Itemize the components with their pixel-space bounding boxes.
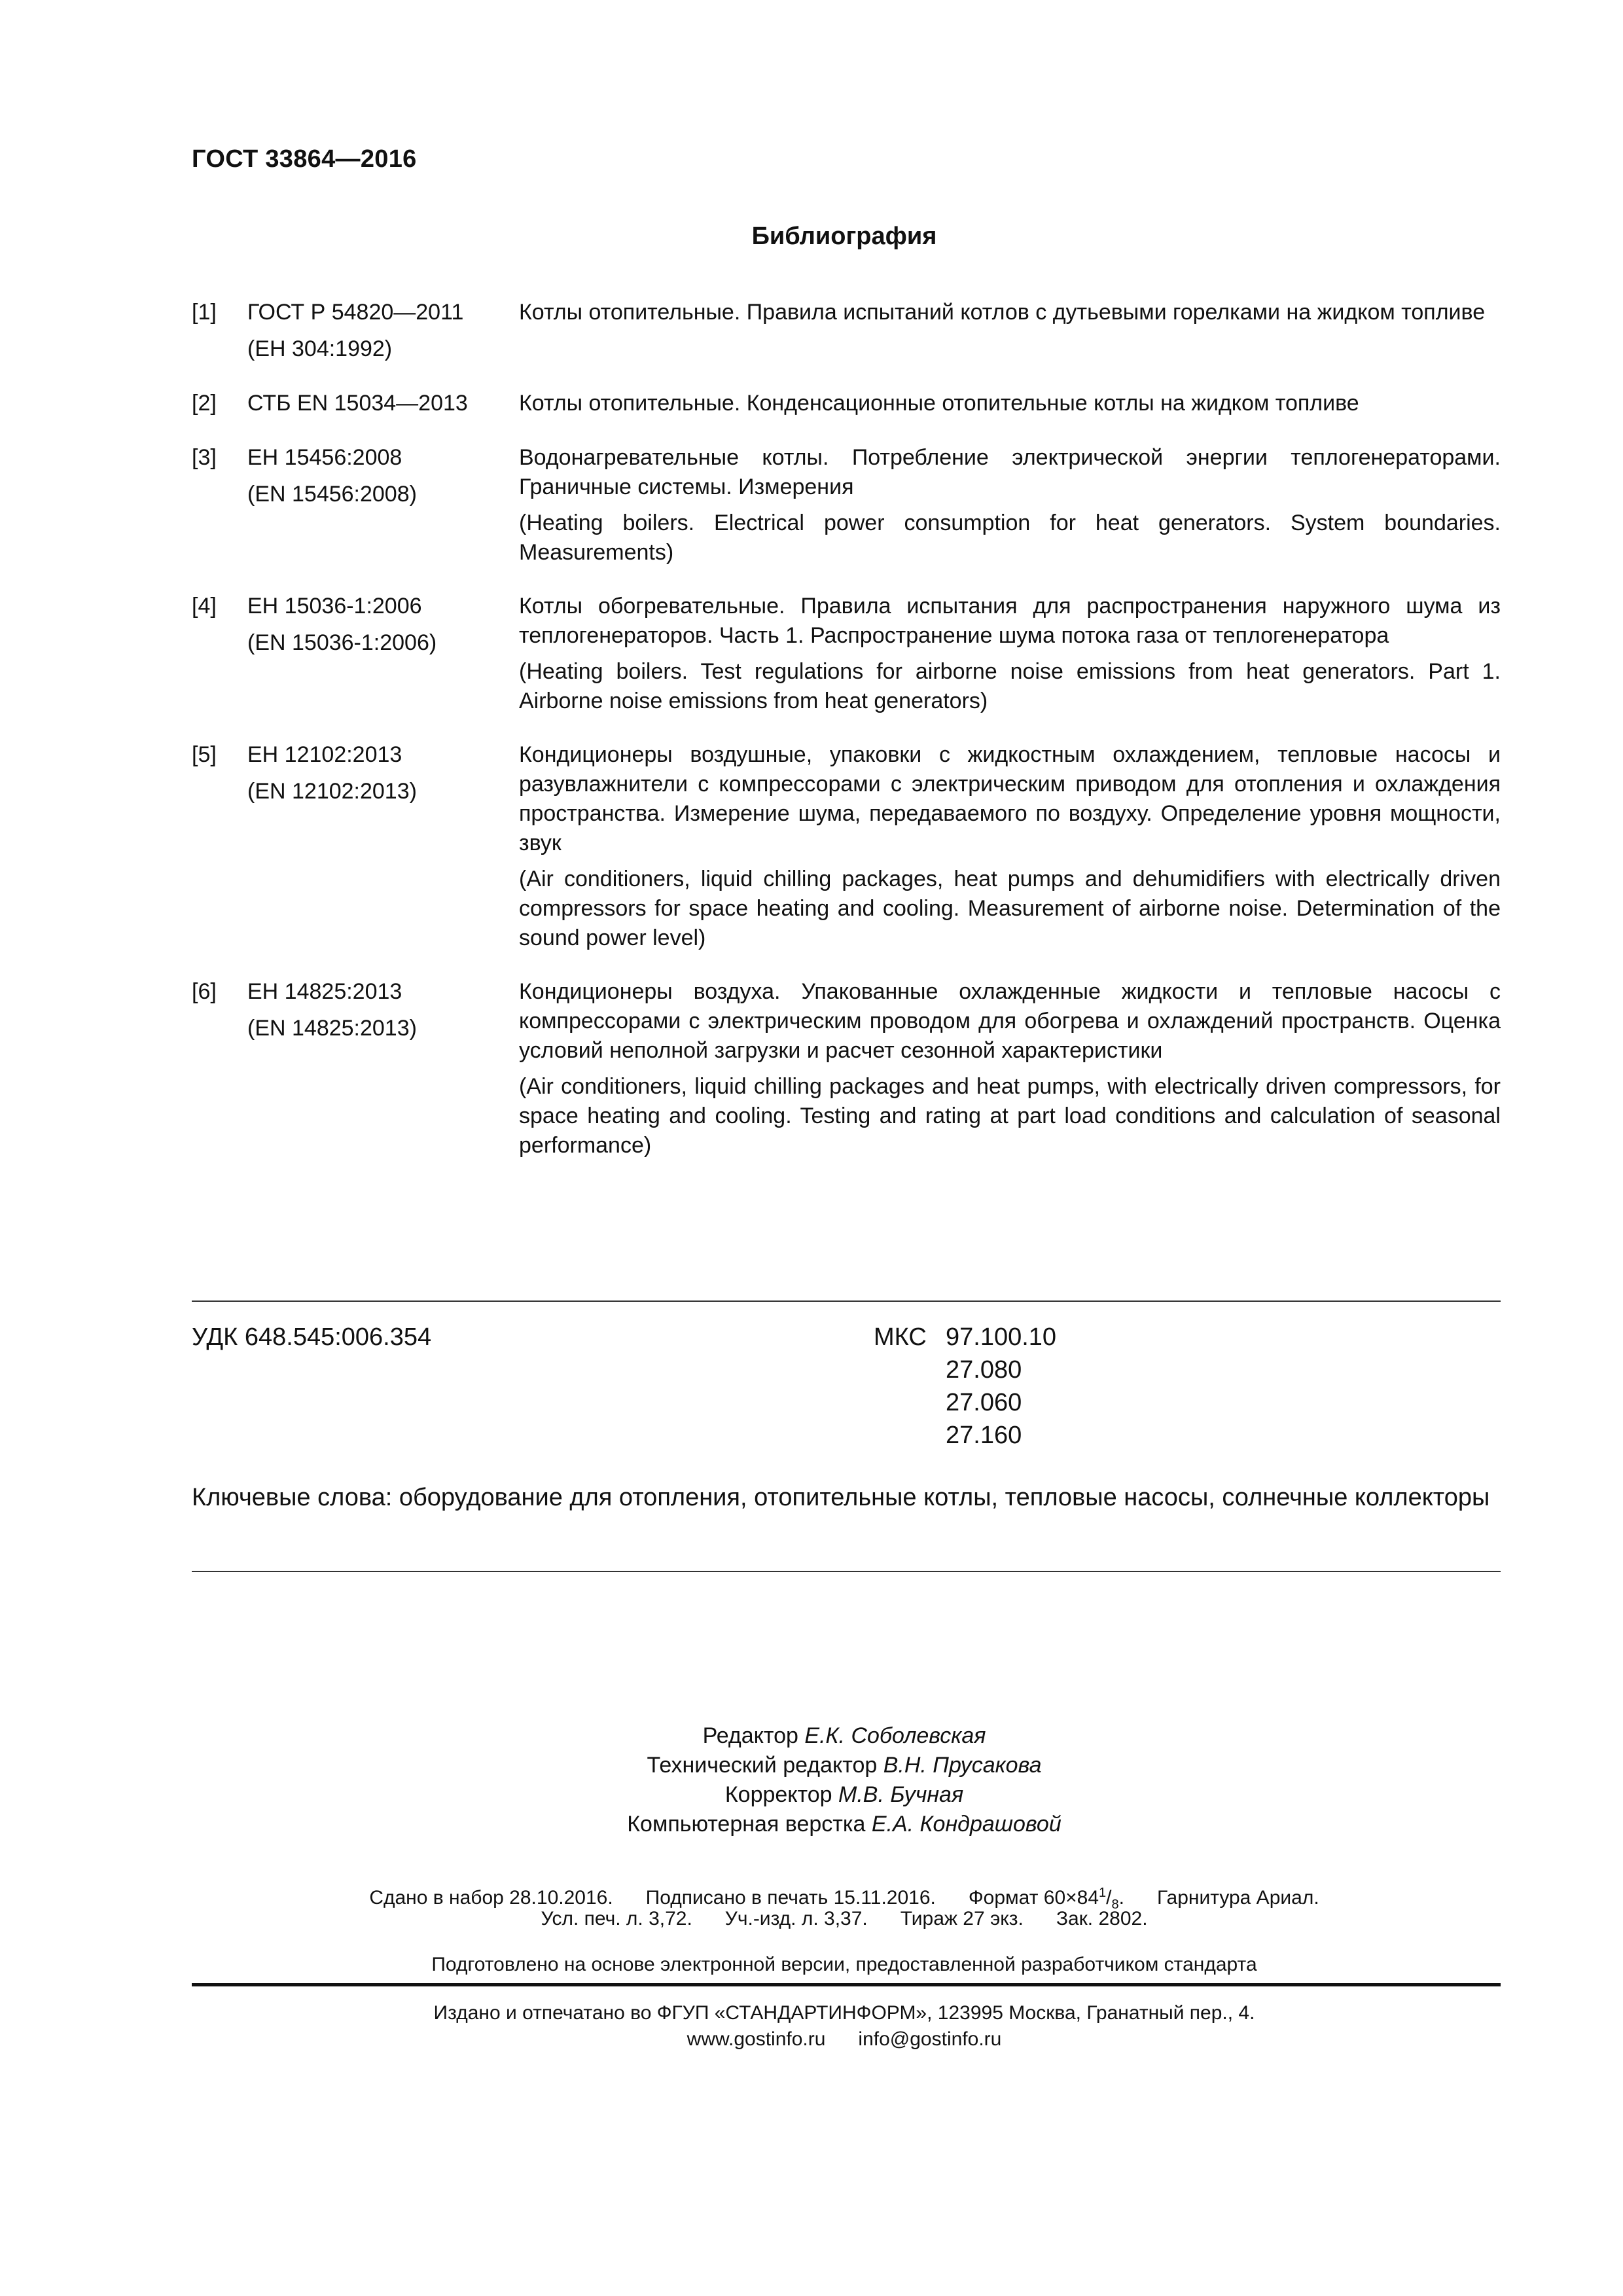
mks-block <box>874 1321 1056 1452</box>
imprint-run: Тираж 27 экз. <box>900 1908 1024 1929</box>
entry-number: [3] <box>192 445 217 470</box>
bibliography-entry <box>192 443 1501 574</box>
imprint-typeset: Сдано в набор 28.10.2016. <box>369 1887 613 1909</box>
entry-refs <box>247 592 519 723</box>
email-link[interactable]: info@gostinfo.ru <box>858 2028 1002 2050</box>
credit-name: В.Н. Прусакова <box>883 1753 1042 1778</box>
credits-block <box>0 1721 1623 1839</box>
imprint-order: Зак. 2802. <box>1056 1908 1148 1929</box>
mks-label: МКС <box>874 1323 927 1351</box>
entry-ref: ЕН 14825:2013 <box>247 979 402 1004</box>
credit-proofreader <box>0 1780 1623 1810</box>
entry-ref: ЕН 15036-1:2006 <box>247 594 422 619</box>
entry-refs <box>247 977 519 1167</box>
imprint-pl: Усл. печ. л. 3,72. <box>541 1908 692 1929</box>
credit-role: Технический редактор <box>647 1753 878 1778</box>
bibliography-entry <box>192 389 1501 425</box>
entry-desc-translation: (Air conditioners, liquid chilling packages and heat pumps, with electrically driven compressors, for space heating and cooling. Testing and rating at part load conditions and calculation of seasonal performance) <box>519 1074 1501 1158</box>
credit-tech-editor <box>0 1751 1623 1780</box>
credit-role: Компьютерная верстка <box>627 1812 866 1837</box>
entry-desc-text: Кондиционеры воздуха. Упакованные охлажденные жидкости и тепловые насосы с компрессорами с электрическим проводом для обогрева и охлаждений пространств. Оценка условий неполной загрузки и расчет сезонной характеристики <box>519 979 1501 1063</box>
entry-description <box>519 592 1501 723</box>
imprint-font: Гарнитура Ариал. <box>1156 1887 1319 1909</box>
imprint-uch: Уч.-изд. л. 3,37. <box>724 1908 868 1929</box>
credit-role: Корректор <box>724 1782 832 1807</box>
entry-number: [4] <box>192 594 217 619</box>
mks-code: 27.060 <box>946 1389 1022 1416</box>
imprint-format: Формат $60\times 84^1/_8$. <box>968 1886 1124 1912</box>
entry-ref: ЕН 15456:2008 <box>247 445 402 470</box>
entry-ref: (EN 12102:2013) <box>247 779 417 804</box>
website-link[interactable]: www.gostinfo.ru <box>687 2028 826 2050</box>
credit-name: Е.К. Соболевская <box>804 1723 986 1748</box>
divider <box>192 1571 1501 1572</box>
entry-ref: (EN 15036-1:2006) <box>247 630 437 655</box>
entry-description <box>519 389 1501 425</box>
imprint-line-2 <box>0 1906 1623 1932</box>
bibliography-entry <box>192 592 1501 723</box>
imprint-published: Издано и отпечатано во ФГУП «СТАНДАРТИНФОРМ», 123995 Москва, Гранатный пер., 4. <box>433 2002 1255 2024</box>
entry-number: [2] <box>192 391 217 416</box>
mks-code: 97.100.10 <box>946 1323 1057 1351</box>
entry-desc-translation: (Heating boilers. Test regulations for airborne noise emissions from heat generators. Part 1. Airborne noise emissions from heat generators) <box>519 659 1501 713</box>
document-code: ГОСТ 33864—2016 <box>192 145 417 173</box>
entry-refs <box>247 389 519 425</box>
credit-layout <box>0 1810 1623 1839</box>
entry-ref: СТБ EN 15034—2013 <box>247 391 468 416</box>
entry-description <box>519 977 1501 1167</box>
entry-desc-text: Водонагревательные котлы. Потребление электрической энергии теплогенераторами. Граничные системы. Измерения <box>519 445 1501 499</box>
mks-code: 27.080 <box>946 1356 1022 1384</box>
entry-description <box>519 443 1501 574</box>
entry-refs <box>247 740 519 960</box>
entry-number: [6] <box>192 979 217 1004</box>
bibliography-entry <box>192 740 1501 960</box>
entry-description <box>519 740 1501 960</box>
bibliography-entry <box>192 298 1501 371</box>
entry-desc-text: Котлы обогревательные. Правила испытания для распространения наружного шума из теплогенераторов. Часть 1. Распространение шума потока газа от теплогенератора <box>519 594 1501 648</box>
keywords: Ключевые слова: оборудование для отопления, отопительные котлы, тепловые насосы, солнечные коллекторы <box>192 1484 1490 1511</box>
entry-ref: (EN 14825:2013) <box>247 1016 417 1041</box>
bibliography-title: Библиография <box>751 223 937 250</box>
entry-ref: (EN 15456:2008) <box>247 482 417 507</box>
imprint-contacts <box>0 2026 1623 2053</box>
entry-ref: ГОСТ Р 54820—2011 <box>247 300 464 325</box>
bibliography-list <box>192 298 1501 1185</box>
entry-refs <box>247 443 519 574</box>
entry-desc-text: Котлы отопительные. Конденсационные отопительные котлы на жидком топливе <box>519 391 1359 416</box>
entry-ref: ЕН 12102:2013 <box>247 742 402 767</box>
entry-number: [5] <box>192 742 217 767</box>
entry-desc-translation: (Air conditioners, liquid chilling packages, heat pumps and dehumidifiers with electrically driven compressors for space heating and cooling. Measurement of airborne noise. Determination of the sound power level) <box>519 867 1501 950</box>
udk-code: УДК 648.545:006.354 <box>192 1323 432 1351</box>
credit-role: Редактор <box>702 1723 798 1748</box>
entry-desc-translation: (Heating boilers. Electrical power consumption for heat generators. System boundaries. Measurements) <box>519 511 1501 565</box>
entry-ref: (ЕН 304:1992) <box>247 336 393 361</box>
divider-thick <box>192 1983 1501 1986</box>
entry-refs <box>247 298 519 371</box>
mks-code: 27.160 <box>946 1422 1022 1449</box>
divider <box>192 1300 1501 1302</box>
imprint-signed: Подписано в печать 15.11.2016. <box>645 1887 936 1909</box>
entry-desc-text: Котлы отопительные. Правила испытаний котлов с дутьевыми горелками на жидком топливе <box>519 300 1486 325</box>
entry-description <box>519 298 1501 371</box>
mks-codes <box>946 1321 1056 1452</box>
credit-editor <box>0 1721 1623 1751</box>
entry-desc-text: Кондиционеры воздушные, упаковки с жидкостным охлаждением, тепловые насосы и разувлажнители с компрессорами с электрическим приводом для отопления и охлаждения пространства. Измерение шума, передаваемого по воздуху. Определение уровня мощности, звук <box>519 742 1501 855</box>
entry-number: [1] <box>192 300 217 325</box>
credit-name: Е.А. Кондрашовой <box>871 1812 1061 1837</box>
bibliography-entry <box>192 977 1501 1167</box>
imprint-prepared: Подготовлено на основе электронной версии, предоставленной разработчиком стандарта <box>431 1954 1257 1975</box>
credit-name: М.В. Бучная <box>838 1782 964 1807</box>
